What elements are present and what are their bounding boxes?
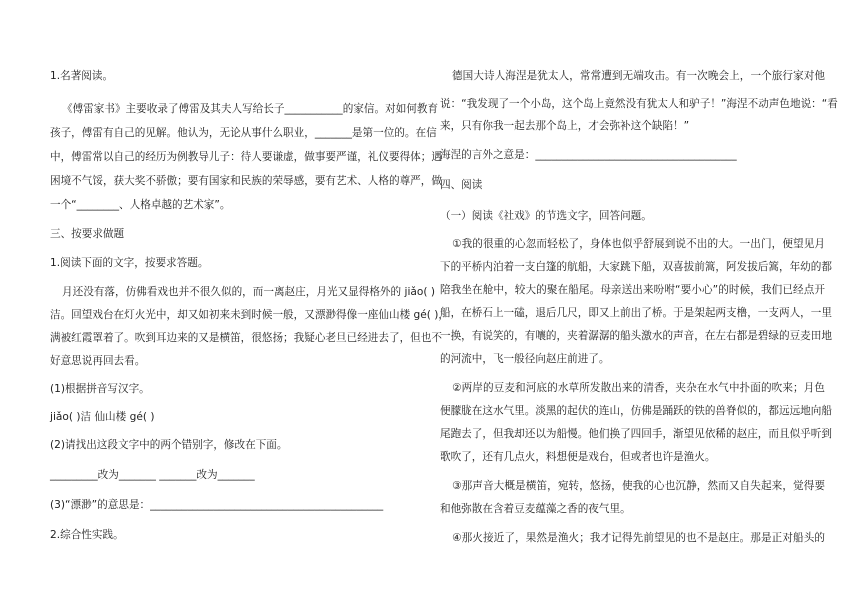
paragraph-1-line: 船，在桥石上一磕，退后几尺，即又上前出了桥。于是架起两支橹，一支两人，一里	[440, 307, 832, 319]
paragraph-2-line: ②两岸的豆麦和河底的水草所发散出来的清香，夹杂在水气中扑面的吹来；月色	[452, 382, 825, 394]
question-2-title: 2.综合性实践。	[50, 529, 124, 541]
paragraph-line: 中，傅雷常以自己的经历为例教导儿子：待人要谦虚，做事要严谨，礼仪要得体；遇	[50, 151, 442, 163]
sub-question-2-answer: _________改为_______ _______改为_______	[50, 469, 255, 481]
story-line: 来，只有你我一起去那个岛上，才会弥补这个缺陷！”	[440, 120, 690, 132]
paragraph-line: 孩子，傅雷有自己的见解。他认为，无论从事什么职业，_______是第一位的。在信	[50, 127, 437, 139]
sub-question-1: (1)根据拼音写汉字。	[50, 383, 150, 395]
paragraph-2-line: 歌吹了，还有几点火，料想便是戏台，但或者也许是渔火。	[440, 451, 716, 463]
paragraph-4-line: ④那火接近了，果然是渔火；我才记得先前望见的也不是赵庄。那是正对船头的	[452, 532, 825, 544]
paragraph-3-line: ③那声音大概是横笛，宛转，悠扬，使我的心也沉静，然而又自失起来，觉得要	[452, 480, 825, 492]
question-1b-title: 1.阅读下面的文字，按要求答题。	[50, 257, 209, 269]
question-1-title: 1.名著阅读。	[50, 70, 114, 82]
reading-1-title: （一）阅读《社戏》的节选文字，回答问题。	[440, 210, 652, 222]
paragraph-line: 《傅雷家书》主要收录了傅雷及其夫人写给长子___________的家信。对如何教育	[62, 103, 439, 115]
sub-question-1-answer: jiǎo( )洁 仙山楼 gé( )	[50, 411, 155, 423]
paragraph-line: 困境不气馁，获大奖不骄傲；要有国家和民族的荣辱感，要有艺术、人格的尊严，做	[50, 175, 442, 187]
paragraph-1-line: 一换，有说笑的，有嚷的，夹着潺潺的船头激水的声音，在左右都是碧绿的豆麦田地	[440, 330, 832, 342]
paragraph-3-line: 和他弥散在含着豆麦蕴藻之香的夜气里。	[440, 503, 631, 515]
story-question: 海涅的言外之意是：______________________________________	[440, 149, 737, 161]
paragraph-1-line: 下的平桥内泊着一支白篷的航船，大家跳下船，双喜拔前篙，阿发拔后篙，年幼的都	[440, 261, 832, 273]
sub-question-2: (2)请找出这段文字中的两个错别字，修改在下面。	[50, 439, 288, 451]
paragraph-1-line: 的河流中，飞一般径向赵庄前进了。	[440, 353, 610, 365]
paragraph-1-line: ①我的很重的心忽而轻松了，身体也似乎舒展到说不出的大。一出门，便望见月	[452, 238, 825, 250]
passage-line: 月还没有落，仿佛看戏也并不很久似的，而一离赵庄，月光又显得格外的 jiǎo( )	[62, 286, 435, 298]
paragraph-2-line: 便朦胧在这水气里。淡黑的起伏的连山，仿佛是踊跃的铁的兽脊似的，都远远地向船	[440, 405, 832, 417]
passage-line: 满被红霞罩着了。吹到耳边来的又是横笛，很悠扬；我疑心老旦已经进去了，但也不	[50, 332, 442, 344]
paragraph-2-line: 尾跑去了，但我却还以为船慢。他们换了四回手，渐望见依稀的赵庄，而且似乎听到	[440, 428, 832, 440]
paragraph-1-line: 陪我坐在舱中，较大的聚在船尾。母亲送出来吩咐“要小心”的时候，我们已经点开	[440, 284, 825, 296]
story-line: 德国大诗人海涅是犹太人，常常遭到无端攻击。有一次晚会上，一个旅行家对他	[452, 70, 825, 82]
section-4-heading: 四、阅读	[440, 179, 483, 191]
passage-line: 好意思说再回去看。	[50, 355, 146, 367]
passage-line: 洁。回望戏台在灯火光中，却又如初来未到时候一般，又漂渺得像一座仙山楼 gé( )，	[50, 309, 450, 321]
sub-question-3: (3)“漂渺”的意思是：____________________________________________	[50, 499, 384, 511]
story-line: 说：“我发现了一个小岛，这个岛上竟然没有犹太人和驴子！”海涅不动声色地说：“看	[440, 98, 838, 110]
section-3-heading: 三、按要求做题	[50, 228, 125, 240]
paragraph-line: 一个“________、人格卓越的艺术家”。	[50, 199, 231, 211]
